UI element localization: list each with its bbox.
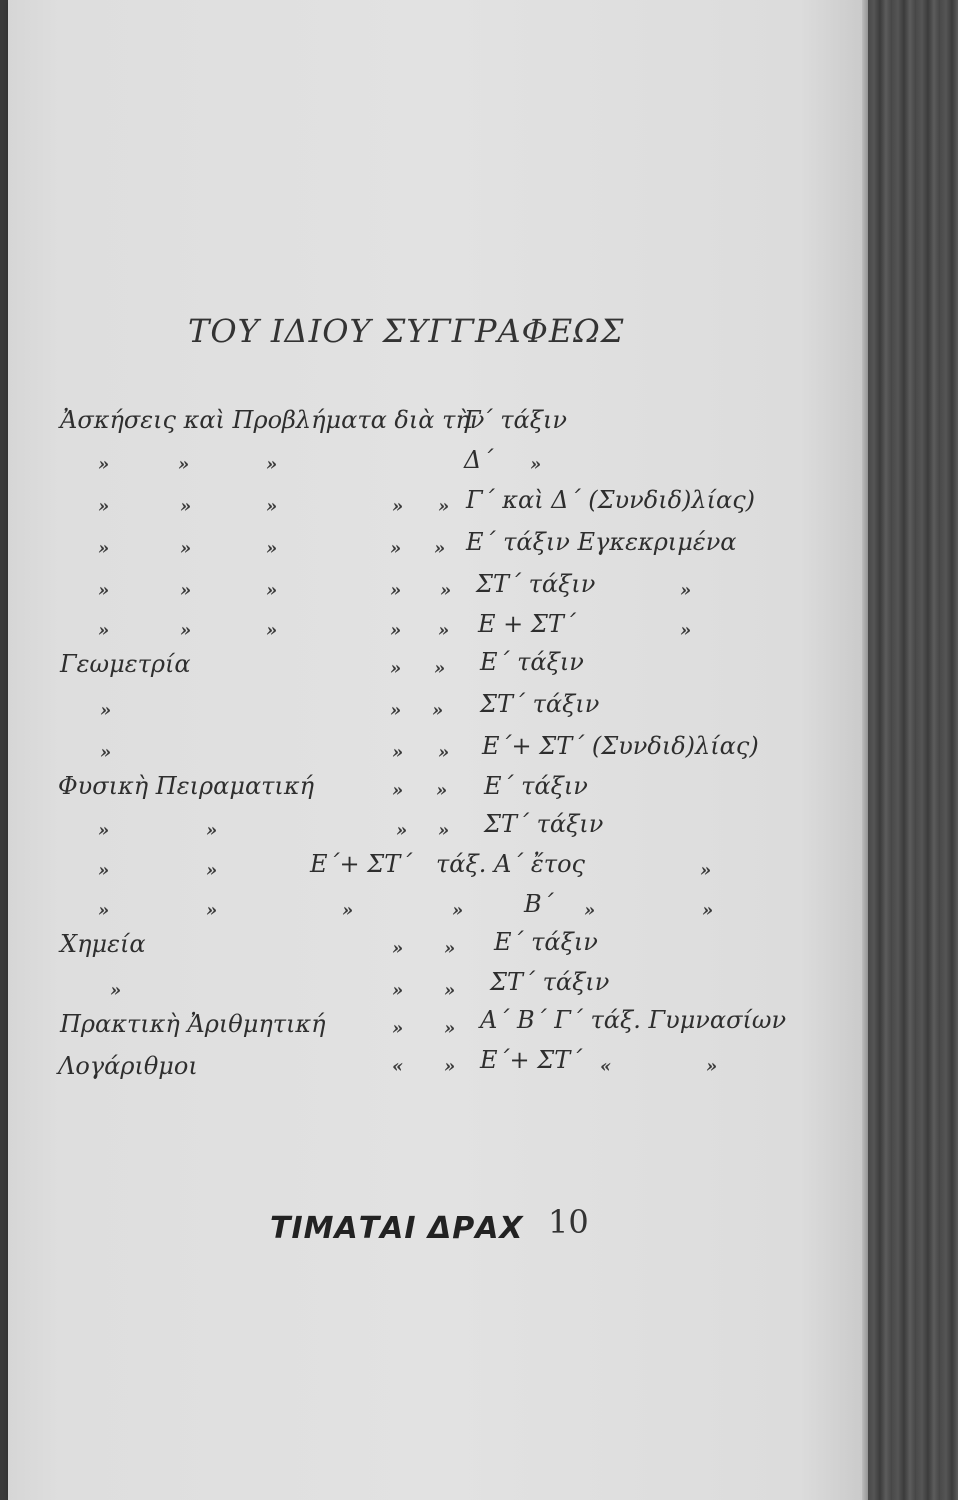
row-15-grade: ΣΤ΄ τάξιν	[490, 968, 610, 996]
ditto-mark: »	[680, 620, 692, 641]
book-spine	[868, 0, 958, 1500]
ditto-mark: »	[180, 538, 192, 559]
row-10-grade: Ε΄ τάξιν	[484, 772, 588, 800]
ditto-mark: »	[100, 742, 112, 763]
ditto-mark: »	[390, 700, 402, 721]
price-amount: 10	[548, 1203, 589, 1241]
row-14-subject: Χημεία	[60, 930, 146, 958]
ditto-mark: »	[390, 620, 402, 641]
ditto-mark: »	[436, 780, 448, 801]
ditto-mark: »	[706, 1056, 718, 1077]
ditto-mark: »	[444, 1056, 456, 1077]
ditto-mark: »	[584, 900, 596, 921]
row-1-grade: Γ΄ τάξιν	[464, 406, 567, 434]
row-1-subject: Ἀσκήσεις καὶ Προβλήματα διὰ τὴν	[60, 406, 485, 434]
row-14-grade: Ε΄ τάξιν	[494, 928, 598, 956]
ditto-mark: »	[206, 860, 218, 881]
ditto-mark: »	[390, 658, 402, 679]
ditto-mark: »	[206, 820, 218, 841]
row-6-grade: Ε + ΣΤ΄	[478, 610, 576, 638]
ditto-mark: »	[342, 900, 354, 921]
ditto-mark: »	[266, 454, 278, 475]
row-16-grade: Α΄ Β΄ Γ΄ τάξ. Γυμνασίων	[480, 1006, 787, 1034]
ditto-mark: »	[392, 496, 404, 517]
ditto-mark: »	[438, 742, 450, 763]
ditto-mark: »	[396, 820, 408, 841]
row-2-grade: Δ΄	[464, 446, 494, 474]
row-13-grade: Β΄	[524, 890, 554, 918]
ditto-mark: »	[444, 938, 456, 959]
ditto-mark: »	[432, 700, 444, 721]
ditto-mark: »	[392, 1018, 404, 1039]
ditto-mark: »	[180, 620, 192, 641]
row-17-subject: Λογάριθμοι	[58, 1052, 198, 1080]
ditto-mark: »	[392, 780, 404, 801]
ditto-mark: »	[180, 580, 192, 601]
row-5-grade: ΣΤ΄ τάξιν	[476, 570, 596, 598]
ditto-mark: »	[452, 900, 464, 921]
ditto-mark: »	[700, 860, 712, 881]
ditto-mark: »	[438, 820, 450, 841]
ditto-mark: »	[680, 580, 692, 601]
row-10-subject: Φυσικὴ Πειραματική	[58, 772, 314, 800]
ditto-mark: »	[444, 980, 456, 1001]
row-7-subject: Γεωμετρία	[60, 650, 191, 678]
ditto-mark: »	[392, 980, 404, 1001]
ditto-mark: »	[266, 580, 278, 601]
ditto-mark: »	[434, 538, 446, 559]
ditto-mark: »	[98, 620, 110, 641]
ditto-mark: »	[110, 980, 122, 1001]
price-label: ΤΙΜΑΤΑΙ ΔΡΑΧ	[270, 1211, 524, 1246]
ditto-mark: »	[98, 454, 110, 475]
ditto-mark: »	[98, 900, 110, 921]
ditto-mark: »	[390, 580, 402, 601]
row-11-grade: ΣΤ΄ τάξιν	[484, 810, 604, 838]
ditto-mark: »	[266, 620, 278, 641]
row-3-grade: Γ΄ καὶ Δ΄ (Συνδιδ)λίας)	[466, 486, 756, 514]
ditto-open-mark: «	[600, 1056, 612, 1077]
ditto-mark: »	[100, 700, 112, 721]
row-16-subject: Πρακτικὴ Ἀριθμητική	[60, 1010, 326, 1038]
ditto-mark: »	[98, 820, 110, 841]
ditto-mark: »	[266, 538, 278, 559]
ditto-open-mark: «	[392, 1056, 404, 1077]
ditto-mark: »	[438, 620, 450, 641]
ditto-mark: »	[206, 900, 218, 921]
ditto-mark: »	[530, 454, 542, 475]
row-8-grade: ΣΤ΄ τάξιν	[480, 690, 600, 718]
row-7-grade: Ε΄ τάξιν	[480, 648, 584, 676]
ditto-mark: »	[266, 496, 278, 517]
ditto-mark: »	[178, 454, 190, 475]
page-heading: ΤΟΥ ΙΔΙΟΥ ΣΥΓΓΡΑΦΕΩΣ	[188, 312, 625, 350]
row-12-grade: τάξ. Α΄ ἔτος	[436, 850, 585, 878]
ditto-mark: »	[392, 938, 404, 959]
ditto-mark: »	[438, 496, 450, 517]
ditto-mark: »	[434, 658, 446, 679]
ditto-mark: »	[440, 580, 452, 601]
ditto-mark: »	[98, 496, 110, 517]
ditto-mark: »	[180, 496, 192, 517]
row-12-mid: Ε΄+ ΣΤ΄	[310, 850, 413, 878]
row-17-grade: Ε΄+ ΣΤ΄	[480, 1046, 583, 1074]
ditto-mark: »	[98, 538, 110, 559]
row-9-grade: Ε΄+ ΣΤ΄ (Συνδιδ)λίας)	[482, 732, 759, 760]
ditto-mark: »	[444, 1018, 456, 1039]
ditto-mark: »	[702, 900, 714, 921]
row-4-grade: Ε΄ τάξιν Εγκεκριμένα	[466, 528, 737, 556]
ditto-mark: »	[98, 860, 110, 881]
ditto-mark: »	[392, 742, 404, 763]
ditto-mark: »	[98, 580, 110, 601]
ditto-mark: »	[390, 538, 402, 559]
